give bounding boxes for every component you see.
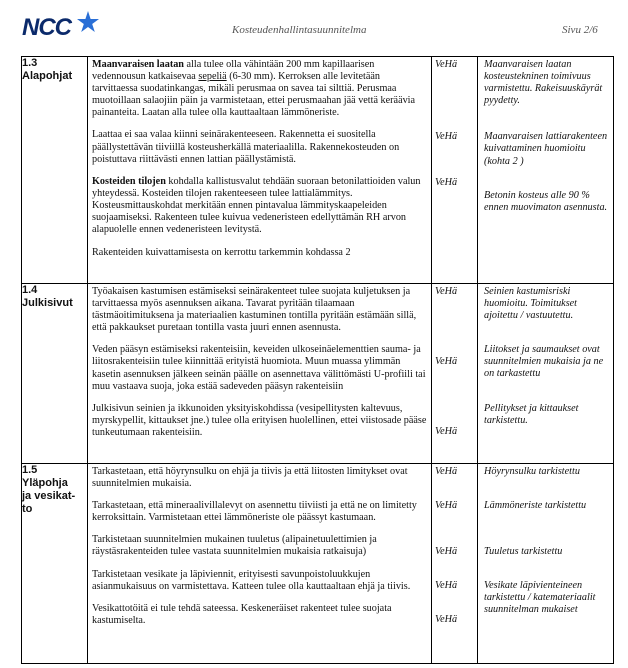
- paragraph-text: (6-30 mm). Kerroksen alle levitetään tarvittaessa suodatinkangas, mikäli perusmaa on savea tai silttiä. Perusmaa muotoillaan salaojiin päin ja varmistetaan, ettei perusmaahan jää vettä keräävia painanteita. Laatan alla tulee olla kauttaaltaan lämmöneriste.: [92, 71, 416, 119]
- section-heading: [22, 57, 88, 284]
- lead-bold: Maanvaraisen laatan: [92, 59, 184, 70]
- paragraph: [88, 59, 431, 119]
- responsible-initials: VeHä: [435, 286, 458, 297]
- moisture-plan-table: [21, 56, 614, 664]
- section-title: to: [22, 503, 33, 515]
- section-title: Alapohjat: [22, 70, 73, 82]
- section-number: 1.3: [22, 57, 38, 69]
- check-note: Pellitykset ja kittaukset tarkistettu.: [484, 402, 579, 426]
- notes-column: [478, 57, 614, 284]
- check-note: Seinien kastumisriski huomioitu. Toimitukset ajoitettu / vastuutettu.: [484, 286, 578, 322]
- check-note: Maanvaraisen laatan kosteustekninen toimivuus varmistettu. Rakeisuuskäyrät pyydetty.: [484, 59, 603, 107]
- responsible-column: [432, 57, 478, 284]
- paragraph: Työakaisen kastumisen estämiseksi seinärakenteet tulee suojata kuljetuksen ja tarvittaessa myös asennuksen aikana. Tavarat pyritään tilaamaan tästmäoitimituksena ja materiaalien kastuminen tontilla pyritään estämään sillä, että pakkaukset puretaan tontilla vasta juuri ennen asennusta.: [92, 286, 417, 334]
- responsible-initials: VeHä: [435, 426, 458, 438]
- responsible-initials: VeHä: [435, 580, 458, 592]
- responsible-initials: VeHä: [435, 131, 458, 143]
- paragraph: Tarkastetaan, että höyrynsulku on ehjä ja tiivis ja että liitosten limitykset ovat suunnitelmien mukaisia.: [92, 466, 408, 490]
- check-note: Höyrynsulku tarkistettu: [484, 466, 580, 477]
- check-note: Tuuletus tarkistettu: [484, 546, 563, 558]
- star-logo-icon: [76, 10, 100, 34]
- section-body: [88, 284, 432, 464]
- paragraph: [88, 176, 431, 236]
- section-heading: [22, 284, 88, 464]
- responsible-initials: VeHä: [435, 59, 458, 70]
- logo-text: NCC: [22, 14, 71, 41]
- section-title: ja vesikat-: [22, 490, 76, 502]
- responsible-initials: VeHä: [435, 614, 458, 626]
- section-heading: [22, 464, 88, 664]
- paragraph: Vesikattotöitä ei tule tehdä sateessa. Keskeneräiset rakenteet tulee suojata kastumiselta.: [92, 602, 392, 626]
- section-title: Yläpohja: [22, 477, 68, 489]
- paragraph-text: kohdalla kallistusvalut tehdään suoraan betonilattioiden valun yhteydessä. Kosteiden tilojen rakenteeseen tulee lattialämmitys. Kosteusmittauskohdat merkitään ennen pintavalua lämmityskaapeleiden suojaamiseksi. Rakenteen tulee kuivua vedeneristeen edellyttämän RH arvon alapuolelle ennen vedeneristeen levitystä.: [92, 175, 421, 236]
- responsible-initials: VeHä: [435, 500, 458, 512]
- paragraph: Tarkistetaan suunnitelmien mukainen tuuletus (alipainetuulettimien ja räystäsrakenteiden tulee vastata suunnitelmien mukaisia ratkaisuja): [92, 534, 377, 558]
- responsible-initials: VeHä: [435, 466, 458, 477]
- notes-column: [478, 284, 614, 464]
- lead-bold: Kosteiden tilojen: [92, 175, 166, 187]
- check-note: Lämmöneriste tarkistettu: [484, 500, 587, 512]
- section-number: 1.4: [22, 284, 38, 296]
- responsible-column: [432, 284, 478, 464]
- section-title: Julkisivut: [22, 297, 73, 309]
- document-title: Kosteudenhallintasuunnitelma: [232, 24, 367, 36]
- check-note: Maanvaraisen lattiarakenteen kuivattaminen huomioitu (kohta 2 ): [484, 131, 608, 167]
- check-note: Liitokset ja saumaukset ovat suunnitelmien mukaisia ja ne on tarkastettu: [484, 344, 604, 380]
- page-header: [0, 0, 628, 52]
- paragraph: Laattaa ei saa valaa kiinni seinärakenteeseen. Rakennetta ei suositella päällystettävän tiiviillä kosteusherkällä materiaalilla. Rakennekosteuden on poistuttava riittävästi ennen lattian päällystämistä.: [92, 129, 400, 165]
- paragraph: Tarkistetaan vesikate ja läpiviennit, erityisesti savunpoistoluukkujen asianmukaisuus on varmistettava. Katteen tulee olla kauttaaltaan ehjä ja tiivis.: [92, 568, 411, 592]
- paragraph: Veden pääsyn estämiseksi rakenteisiin, keveiden ulkoseinäelementtien sauma- ja liitosrakenteisiin tulee kiinnittää erityistä huomiota. Muun muassa ylimmän kasetin asennuksen jälkeen seinän päälle on asennettava välittömästi U-profiili tai muu vastaava suoja, joka estää sadeveden pääsyn rakenteisiin: [92, 344, 426, 392]
- section-body: [88, 57, 432, 284]
- paragraph-text: alla tulee olla vähintään 200 mm kapillaarisen vedennousun katkaisevaa: [92, 59, 375, 83]
- section-row: [22, 464, 614, 664]
- section-row: [22, 57, 614, 284]
- page-number: Sivu 2/6: [562, 24, 598, 36]
- notes-column: [478, 464, 614, 664]
- responsible-column: [432, 464, 478, 664]
- section-row: [22, 284, 614, 464]
- responsible-initials: VeHä: [435, 546, 458, 558]
- underlined-term: sepeliä: [198, 71, 227, 83]
- section-number: 1.5: [22, 464, 38, 476]
- ncc-logo: [22, 10, 102, 42]
- paragraph: Tarkastetaan, että mineraalivillalevyt on asennettu tiiviisti ja että ne on limitetty kerroksittain. Varmistetaan ettei lämmöneriste ole päässyt kastumaan.: [92, 500, 417, 524]
- section-body: [88, 464, 432, 664]
- responsible-initials: VeHä: [435, 356, 458, 368]
- paragraph: Rakenteiden kuivattamisesta on kerrottu tarkemmin kohdassa 2: [92, 247, 351, 259]
- responsible-initials: VeHä: [435, 177, 458, 189]
- check-note: Betonin kosteus alle 90 % ennen muovimaton asennusta.: [484, 189, 608, 213]
- check-note: Vesikate läpivienteineen tarkistettu / katemateriaalit suunnitelman mukaiset: [484, 580, 596, 616]
- paragraph: Julkisivun seinien ja ikkunoiden yksityiskohdissa (vesipellitysten kaltevuus, myrskypellit, kittaukset jne.) tulee olla erityisen huolellinen, ettei viistosade pääse tunkeutumaan rakenteisiin.: [92, 402, 427, 438]
